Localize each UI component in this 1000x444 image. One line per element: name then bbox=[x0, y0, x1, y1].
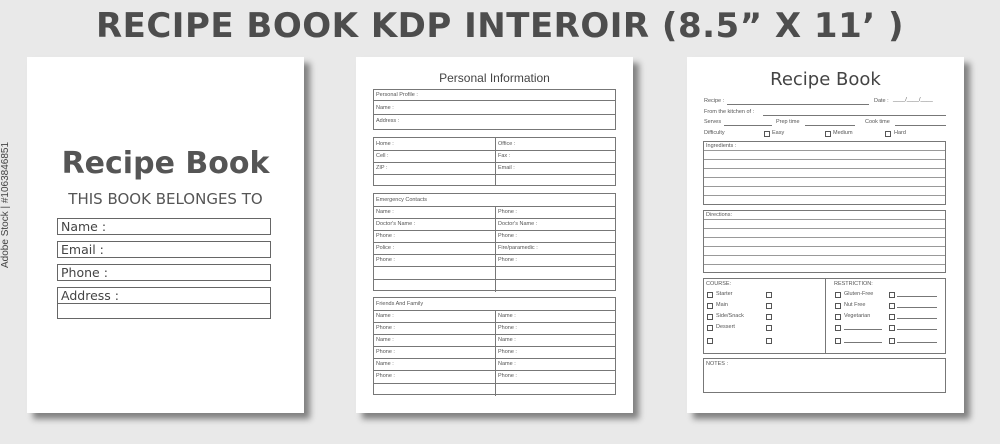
profile-table bbox=[373, 89, 616, 130]
restriction-checkbox[interactable] bbox=[889, 314, 895, 320]
fr-cell: Phone : bbox=[376, 325, 395, 331]
kitchen-line[interactable] bbox=[763, 115, 946, 116]
restriction-checkbox[interactable] bbox=[889, 325, 895, 331]
fr-cell: Name : bbox=[498, 313, 516, 319]
zip-label: ZIP : bbox=[376, 165, 388, 171]
dessert-checkbox[interactable] bbox=[707, 325, 713, 331]
starter-checkbox[interactable] bbox=[707, 292, 713, 298]
profile-label: Personal Profile : bbox=[376, 92, 418, 98]
fax-label: Fax : bbox=[498, 153, 511, 159]
name-field[interactable]: Name : bbox=[57, 218, 271, 235]
notes-box[interactable] bbox=[703, 358, 946, 393]
course-label: COURSE: bbox=[706, 281, 732, 287]
medium-checkbox[interactable] bbox=[825, 131, 831, 137]
serves-label: Serves bbox=[704, 119, 722, 125]
notes-label: NOTES : bbox=[706, 361, 729, 367]
ingredients-label: Ingredients : bbox=[706, 143, 737, 149]
course-checkbox[interactable] bbox=[766, 338, 772, 344]
restriction-checkbox[interactable] bbox=[889, 292, 895, 298]
date-label: Date : bbox=[874, 98, 889, 104]
fr-cell: Name : bbox=[376, 361, 394, 367]
difficulty-label: Difficulty bbox=[704, 130, 725, 136]
personal-title: Personal Information bbox=[439, 71, 550, 85]
course-checkbox[interactable] bbox=[766, 325, 772, 331]
em-cell: Doctor's Name : bbox=[376, 221, 416, 227]
gluten-label: Gluten-Free bbox=[844, 291, 874, 297]
course-checkbox[interactable] bbox=[766, 292, 772, 298]
contact-table bbox=[373, 137, 616, 186]
em-cell: Phone : bbox=[376, 233, 395, 239]
em-cell: Phone : bbox=[376, 257, 395, 263]
contact-email-label: Email : bbox=[498, 165, 515, 171]
ingredients-box[interactable] bbox=[703, 141, 946, 205]
restriction-blank-checkbox[interactable] bbox=[835, 338, 841, 344]
gluten-checkbox[interactable] bbox=[835, 292, 841, 298]
hard-checkbox[interactable] bbox=[885, 131, 891, 137]
serves-line[interactable] bbox=[724, 125, 772, 126]
cover-page bbox=[27, 57, 304, 413]
em-cell: Name : bbox=[376, 209, 394, 215]
em-cell: Phone : bbox=[498, 257, 517, 263]
fr-cell: Phone : bbox=[498, 373, 517, 379]
directions-box[interactable] bbox=[703, 210, 946, 273]
fr-cell: Phone : bbox=[376, 373, 395, 379]
cook-label: Cook time bbox=[865, 119, 890, 125]
restriction-line[interactable] bbox=[897, 329, 937, 330]
phone-field[interactable]: Phone : bbox=[57, 264, 271, 281]
nut-label: Nut Free bbox=[844, 302, 866, 308]
restriction-checkbox[interactable] bbox=[889, 303, 895, 309]
fr-cell: Phone : bbox=[498, 349, 517, 355]
restriction-line[interactable] bbox=[897, 296, 937, 297]
course-blank-checkbox[interactable] bbox=[707, 338, 713, 344]
restriction-checkbox[interactable] bbox=[889, 338, 895, 344]
restriction-line[interactable] bbox=[897, 307, 937, 308]
address-label: Address : bbox=[61, 288, 119, 303]
course-box bbox=[703, 278, 946, 354]
office-label: Office : bbox=[498, 141, 516, 147]
address-field[interactable] bbox=[57, 287, 271, 319]
fr-cell: Phone : bbox=[376, 349, 395, 355]
cell-label: Cell : bbox=[376, 153, 389, 159]
restriction-blank-checkbox[interactable] bbox=[835, 325, 841, 331]
fr-cell: Name : bbox=[376, 313, 394, 319]
fr-cell: Phone : bbox=[498, 325, 517, 331]
email-field[interactable]: Email : bbox=[57, 241, 271, 258]
fr-cell: Name : bbox=[376, 337, 394, 343]
dessert-label: Dessert bbox=[716, 324, 735, 330]
em-cell: Fire/paramedic : bbox=[498, 245, 538, 251]
emergency-title: Emergency Contacts bbox=[376, 197, 428, 203]
emergency-table bbox=[373, 193, 616, 291]
restriction-line[interactable] bbox=[897, 318, 937, 319]
restriction-label: RESTRICTION: bbox=[834, 281, 873, 287]
cover-title: Recipe Book bbox=[61, 146, 270, 181]
directions-label: Directions: bbox=[706, 212, 732, 218]
course-checkbox[interactable] bbox=[766, 303, 772, 309]
fr-cell: Name : bbox=[498, 337, 516, 343]
personal-info-page bbox=[356, 57, 633, 413]
cover-subtitle: THIS BOOK BELONGES TO bbox=[68, 190, 263, 208]
profile-address-label: Address : bbox=[376, 118, 400, 124]
prep-line[interactable] bbox=[805, 125, 855, 126]
profile-name-label: Name : bbox=[376, 105, 394, 111]
fr-cell: Name : bbox=[498, 361, 516, 367]
friends-title: Friends And Family bbox=[376, 301, 424, 307]
em-cell: Phone : bbox=[498, 209, 517, 215]
vegetarian-checkbox[interactable] bbox=[835, 314, 841, 320]
recipe-title: Recipe Book bbox=[770, 69, 881, 90]
recipe-page bbox=[687, 57, 964, 413]
em-cell: Police : bbox=[376, 245, 395, 251]
kitchen-label: From the kitchen of : bbox=[704, 109, 755, 115]
page-title: RECIPE BOOK KDP INTEROIR (8.5” X 11’ ) bbox=[95, 6, 905, 46]
em-cell: Doctor's Name : bbox=[498, 221, 538, 227]
starter-label: Starter bbox=[716, 291, 733, 297]
vegetarian-label: Vegetarian bbox=[844, 313, 871, 319]
main-checkbox[interactable] bbox=[707, 303, 713, 309]
em-cell: Phone : bbox=[498, 233, 517, 239]
date-blank[interactable]: ____/____/____ bbox=[893, 97, 933, 103]
cook-line[interactable] bbox=[895, 125, 946, 126]
side-label: Side/Snack bbox=[716, 313, 744, 319]
easy-label: Easy bbox=[772, 130, 785, 136]
recipe-line[interactable] bbox=[727, 104, 869, 105]
side-checkbox[interactable] bbox=[707, 314, 713, 320]
medium-label: Medium bbox=[833, 130, 853, 136]
easy-checkbox[interactable] bbox=[764, 131, 770, 137]
friends-table bbox=[373, 297, 616, 395]
nut-checkbox[interactable] bbox=[835, 303, 841, 309]
course-checkbox[interactable] bbox=[766, 314, 772, 320]
restriction-blank-line[interactable] bbox=[844, 342, 882, 343]
prep-label: Prep time bbox=[776, 119, 800, 125]
stock-id: Adobe Stock | #1063846851 bbox=[0, 141, 11, 269]
main-label: Main bbox=[716, 302, 728, 308]
hard-label: Hard bbox=[894, 130, 906, 136]
recipe-label: Recipe : bbox=[704, 98, 725, 104]
home-label: Home : bbox=[376, 141, 394, 147]
restriction-line[interactable] bbox=[897, 342, 937, 343]
restriction-blank-line[interactable] bbox=[844, 329, 882, 330]
